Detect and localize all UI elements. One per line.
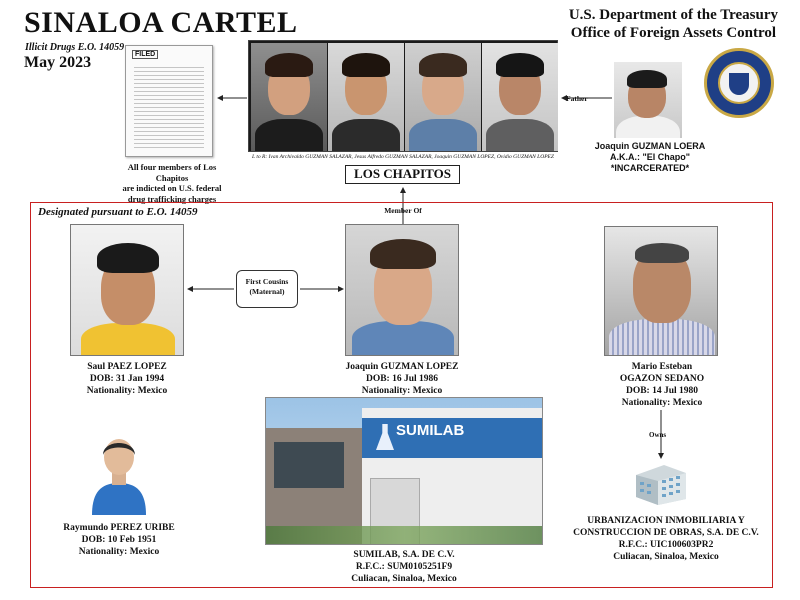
los-chapitos-label: LOS CHAPITOS — [345, 165, 460, 184]
treasury-seal-icon — [704, 48, 774, 118]
photo-ovidio — [482, 43, 558, 151]
mario-nationality: Nationality: Mexico — [621, 398, 703, 408]
mario-dob: DOB: 14 Jul 1980 — [625, 386, 699, 396]
member-of-text: Member Of — [384, 206, 422, 215]
member-of-label — [378, 206, 428, 215]
indictment-caption-line: drug trafficking charges — [127, 193, 217, 204]
indictment-caption-line: are indicted on U.S. federal — [122, 183, 222, 193]
urbanizacion-name-line-1: URBANIZACION INMOBILIARIA Y — [587, 516, 745, 526]
raymundo-dob: DOB: 10 Feb 1951 — [81, 535, 157, 545]
father-status: *INCARCERATED* — [610, 163, 690, 173]
saul-nationality: Nationality: Mexico — [86, 386, 168, 396]
joaquin-caption — [335, 361, 469, 397]
photo-joaquin-small — [405, 43, 481, 151]
urbanizacion-name-line-2: CONSTRUCCION DE OBRAS, S.A. DE C.V. — [573, 528, 759, 538]
mario-name-line-1: Mario Esteban — [631, 362, 693, 372]
los-chapitos-photos — [248, 40, 558, 152]
filed-stamp: FILED — [132, 50, 158, 59]
page-title: SINALOA CARTEL — [24, 6, 298, 39]
cousins-line-1: First Cousins — [245, 277, 289, 286]
saul-caption — [60, 361, 194, 397]
raymundo-name: Raymundo PEREZ URIBE — [63, 523, 175, 533]
indictment-document — [125, 45, 213, 157]
photo-saul — [70, 224, 184, 356]
owns-label: Owns — [649, 431, 667, 439]
father-name: Joaquin GUZMAN LOERA — [594, 141, 706, 151]
designation-label: Designated pursuant to E.O. 14059 — [38, 206, 198, 218]
office-building-icon — [634, 461, 688, 505]
father-relation-label: Father — [566, 94, 588, 103]
agency-name — [569, 6, 778, 42]
cousins-line-2: (Maternal) — [249, 287, 285, 296]
urbanizacion-rfc: R.F.C.: UIC100603PR2 — [618, 540, 714, 550]
joaquin-nationality: Nationality: Mexico — [361, 386, 443, 396]
sumilab-location: Culiacan, Sinaloa, Mexico — [351, 574, 457, 584]
father-caption — [580, 141, 720, 174]
raymundo-caption — [52, 522, 186, 558]
raymundo-nationality: Nationality: Mexico — [78, 547, 160, 557]
father-aka: A.K.A.: "El Chapo" — [609, 152, 691, 162]
joaquin-name: Joaquin GUZMAN LOPEZ — [345, 362, 459, 372]
indictment-caption — [112, 162, 232, 204]
agency-line-1: U.S. Department of the Treasury — [568, 7, 778, 23]
photo-ivan — [251, 43, 327, 151]
first-cousins-label — [236, 270, 298, 308]
agency-line-2: Office of Foreign Assets Control — [570, 25, 777, 41]
mario-name-line-2: OGAZON SEDANO — [619, 374, 705, 384]
page-subtitle: Illicit Drugs E.O. 14059 — [25, 42, 125, 53]
saul-name: Saul PAEZ LOPEZ — [87, 362, 167, 372]
sumilab-name: SUMILAB, S.A. DE C.V. — [353, 550, 455, 560]
saul-dob: DOB: 31 Jan 1994 — [89, 374, 165, 384]
sumilab-sign: SUMILAB — [396, 422, 465, 439]
photo-joaquin — [345, 224, 459, 356]
sumilab-caption — [285, 549, 523, 585]
urbanizacion-location: Culiacan, Sinaloa, Mexico — [613, 552, 719, 562]
photo-el-chapo — [614, 62, 682, 138]
photo-mario — [604, 226, 718, 356]
joaquin-dob: DOB: 16 Jul 1986 — [365, 374, 439, 384]
chapitos-names: L to R: Ivan Archivaldo GUZMAN SALAZAR, Jesus Alfredo GUZMAN SALAZAR, Joaquin GUZMAN LOPEZ, Ovidio GUZMAN LOPEZ — [252, 154, 554, 160]
page-date: May 2023 — [24, 54, 92, 71]
indictment-caption-line: All four members of Los Chapitos — [127, 162, 217, 183]
photo-sumilab-building — [265, 397, 543, 545]
mario-caption — [592, 361, 732, 409]
person-silhouette-icon — [88, 425, 150, 515]
urbanizacion-caption — [560, 515, 772, 563]
sumilab-rfc: R.F.C.: SUM0105251F9 — [355, 562, 453, 572]
photo-jesus — [328, 43, 404, 151]
